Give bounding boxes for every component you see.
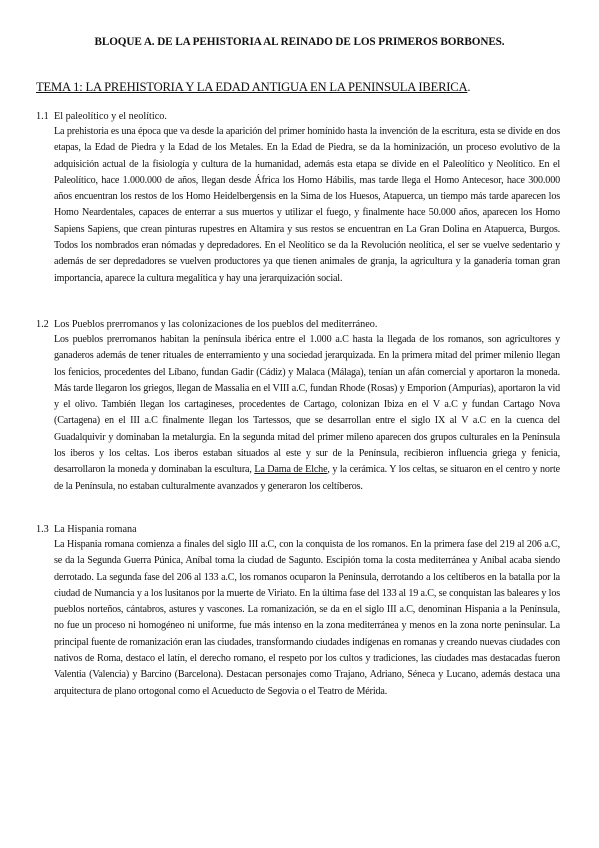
- section-number: 1.3: [36, 524, 49, 535]
- body-text-part: , y la cerámica. Y los celtas, se situaron en el centro y norte de la Península, no estaban culturalmente avanzados y generaron los celtíberos.: [54, 464, 560, 492]
- section-heading: [36, 317, 556, 332]
- tema-title: [36, 80, 470, 95]
- section-body: La Hispania romana comienza a finales del siglo III a.C, con la conquista de los romanos. En la primera fase del 219 al 206 a.C, se da la Segunda Guerra Púnica, Aníbal toma la ciudad de Sagunto. Escipión toma la costa mediterránea y Aníbal acaba siendo derrotado. La segunda fase del 206 al 133 a.C, los romanos ocuparon la Península, derrotando a los celtíberos en la batalla por la ciudad de Numancia y a los lusitanos por la muerte de Viriato. En la última fase del 133 al 19 a.C, se conquistan las baleares y los pueblos norteños, cántabros, astures y vascones. La romanización, se da en el siglo III a.C, denominan Hispania a la Península, no fue un proceso ni homogéneo ni uniforme, fue más intenso en la zona mediterránea y menos en la zona norte peninsular. La principal fuente de romanización eran las ciudades, transformando ciudades indígenas en romanas y creando nuevas ciudades con nativos de Roma, destaco el latín, el derecho romano, el respeto por los cultos y tradiciones, las ciudades mas destacadas fueron Valentia (Valencia) y Barcino (Barcelona). Destacan personajes como Trajano, Adriano, Séneca y Lucano, además destaca una arquitectura de plano ortogonal como el Acueducto de Segovia o el Teatro de Mérida.: [54, 539, 560, 697]
- tema-title-text: TEMA 1: LA PREHISTORIA Y LA EDAD ANTIGUA EN LA PENINSULA IBERICA: [36, 80, 468, 94]
- tema-title-suffix: .: [467, 80, 471, 94]
- body-text-part: Los pueblos prerromanos habitan la península ibérica entre el 1.000 a.C hasta la llegada de los romanos, son agricultores y ganaderos además de tener rituales de enterramiento y una sociedad jerarquizada. En la primera mitad del primer milenio llegan los fenicios, procedentes del Líbano, fundan Gadir (Cádiz) y Malaca (Málaga), tenían un afán comercial y aportaron la moneda. Más tarde llegaron los griegos, llegan de Massalia en el VIII a.C, fundan Rhode (Rosas) y Emporion (Ampurias), aportaron la vid y el olivo. También llegan los cartagineses, procedentes de Cartago, colonizan Ibiza en el V a.C y fundan Cartago Nova (Cartagena) en el III a.C finalmente llegan los Tartessos, que se desarrollan entre el siglo IX al V a.C en la cuenca del Guadalquivir y dominaban la metalurgia. En la segunda mitad del primer mileno aparecen dos grupos culturales en la Península los iberos y los celtas. Los iberos estaban situados al este y sur de la Península, recibieron influencia griega y fenicia, desarrollaron la moneda y dominaban la escultura,: [54, 334, 560, 476]
- section-body: [54, 332, 560, 495]
- section-hispania-romana: [36, 522, 560, 700]
- section-heading: [36, 522, 556, 537]
- section-paleolitico: [36, 109, 560, 287]
- dama-de-elche-link[interactable]: La Dama de Elche: [254, 464, 328, 476]
- section-number: 1.2: [36, 319, 49, 330]
- block-title: BLOQUE A. DE LA PEHISTORIA AL REINADO DE LOS PRIMEROS BORBONES.: [94, 36, 505, 48]
- section-heading-text: Los Pueblos prerromanos y las colonizaciones de los pueblos del mediterráneo.: [54, 319, 378, 330]
- section-number: 1.1: [36, 111, 49, 122]
- section-heading-text: La Hispania romana: [54, 524, 137, 535]
- section-heading: [36, 109, 556, 124]
- section-heading-text: El paleolítico y el neolítico.: [54, 111, 167, 122]
- section-pueblos-prerromanos: [36, 317, 560, 495]
- section-body: La prehistoria es una época que va desde la aparición del primer homínido hasta la invención de la escritura, esta se divide en dos etapas, la Edad de Piedra y la Edad de los Metales. En la Edad de Piedra, se da la hominización, un proceso evolutivo de la adquisición actual de la fisiología y cultura de la humanidad, además esta etapa se divide en el Paleolítico y Neolítico. En el Paleolítico, hace 1.000.000 de años, llegan desde África los Homo Hábilis, mas tarde llega el Homo Antecesor, hace 300.000 años encuentran los restos de los Homo Heidelbergensis en la Sima de los Huesos, Atapuerca, un tiempo más tarde aparecen los Homo Neardentales, capaces de enterrar a sus muertos y utilizar el fuego, y finalmente hace 50.000 años, aparecen los Homo Sapiens Sapiens, que crean pinturas rupestres en Altamira y sus restos se encuentran en La Gran Dolina en Atapuerca, Burgos. Todos los nombrados eran nómadas y depredadores. En el Neolítico se da la Revolución neolítica, el ser se vuelve sedentario y además de ser depredadores se vuelven productores ya que tienen animales de granja, la agricultura y la ganadería toman gran importancia, aparece la cultura megalítica y hay una jerarquización social.: [54, 126, 560, 284]
